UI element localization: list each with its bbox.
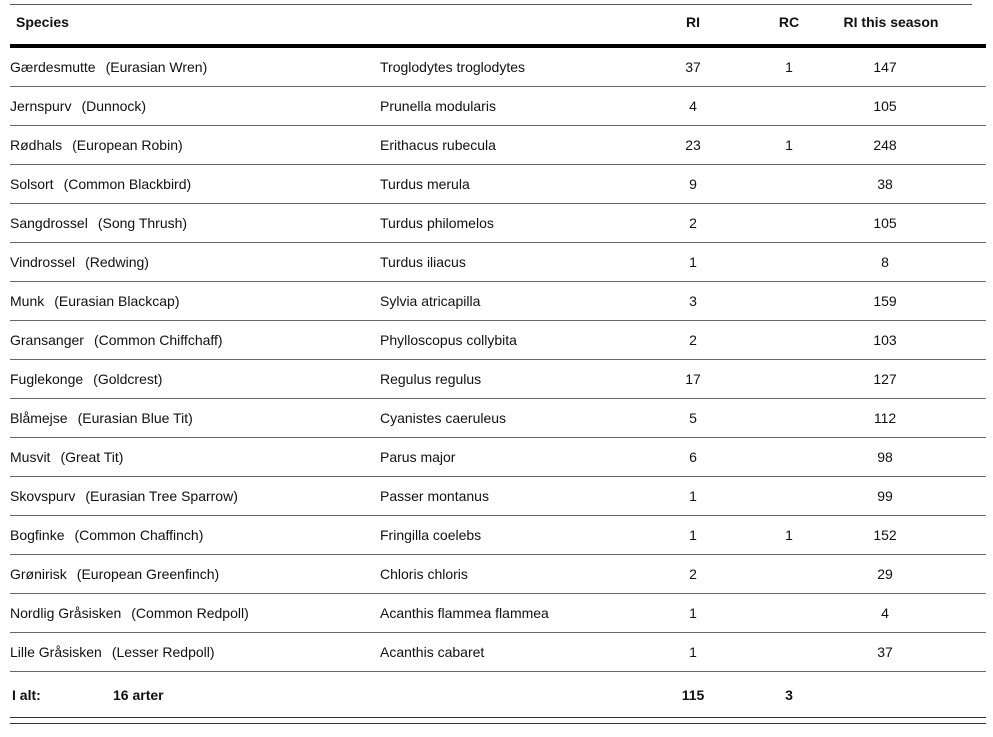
species-latin-name: Acanthis cabaret [380, 644, 485, 660]
ri-value: 4 [689, 98, 697, 114]
bottom-rule-double [10, 723, 986, 724]
species-name [10, 59, 207, 75]
species-name [10, 176, 191, 192]
species-english-name: (Common Blackbird) [63, 176, 192, 192]
table-row [10, 360, 986, 399]
species-latin-name: Regulus regulus [380, 371, 482, 387]
species-name [10, 449, 123, 465]
species-english-name: (Great Tit) [60, 449, 124, 465]
table-row [10, 399, 986, 438]
table-row [10, 477, 986, 516]
ri-value: 9 [689, 176, 697, 192]
species-name [10, 566, 219, 582]
species-english-name: (Common Chiffchaff) [93, 332, 223, 348]
species-latin-name: Sylvia atricapilla [380, 293, 481, 309]
species-english-name: (Eurasian Blackcap) [54, 293, 180, 309]
ri-season-value: 147 [873, 59, 897, 75]
species-english-name: (European Robin) [72, 137, 183, 153]
ri-season-value: 159 [873, 293, 897, 309]
ri-value: 2 [689, 332, 697, 348]
species-name [10, 254, 149, 270]
species-latin-name: Acanthis flammea flammea [380, 605, 549, 621]
table-row [10, 282, 986, 321]
species-english-name: (European Greenfinch) [76, 566, 220, 582]
header-ri-season: RI this season [843, 14, 939, 30]
species-english-name: (Common Redpoll) [131, 605, 249, 621]
table-row [10, 204, 986, 243]
table-row [10, 555, 986, 594]
species-english-name: (Dunnock) [81, 98, 147, 114]
ri-season-value: 105 [873, 98, 897, 114]
top-rule [10, 4, 972, 5]
species-english-name: (Goldcrest) [93, 371, 163, 387]
ri-season-value: 4 [881, 605, 889, 621]
total-row [10, 676, 986, 714]
species-local-name: Fuglekonge [10, 371, 84, 387]
species-name [10, 644, 215, 660]
species-latin-name: Phylloscopus collybita [380, 332, 517, 348]
species-local-name: Bogfinke [10, 527, 65, 543]
species-name [10, 410, 193, 426]
species-name [10, 605, 249, 621]
species-local-name: Gærdesmutte [10, 59, 96, 75]
species-name [10, 293, 180, 309]
species-latin-name: Cyanistes caeruleus [380, 410, 507, 426]
ri-value: 5 [689, 410, 697, 426]
table-row [10, 438, 986, 477]
species-latin-name: Passer montanus [380, 488, 489, 504]
ri-season-value: 8 [881, 254, 889, 270]
species-latin-name: Fringilla coelebs [380, 527, 482, 543]
species-local-name: Rødhals [10, 137, 63, 153]
species-local-name: Vindrossel [10, 254, 76, 270]
ri-value: 1 [689, 527, 697, 543]
species-latin-name: Troglodytes troglodytes [380, 59, 525, 75]
table-row [10, 165, 986, 204]
ri-season-value: 127 [873, 371, 897, 387]
species-local-name: Munk [10, 293, 45, 309]
species-english-name: (Common Chaffinch) [74, 527, 204, 543]
rc-value: 1 [785, 137, 793, 153]
ri-season-value: 99 [877, 488, 893, 504]
table-header [10, 10, 986, 42]
species-english-name: (Eurasian Blue Tit) [77, 410, 193, 426]
ri-value: 2 [689, 215, 697, 231]
rc-value: 1 [785, 59, 793, 75]
species-english-name: (Lesser Redpoll) [111, 644, 215, 660]
species-name [10, 137, 183, 153]
species-local-name: Solsort [10, 176, 54, 192]
rc-value: 1 [785, 527, 793, 543]
table-row [10, 48, 986, 87]
species-latin-name: Chloris chloris [380, 566, 468, 582]
ri-season-value: 29 [877, 566, 893, 582]
header-species: Species [16, 14, 69, 30]
total-ri: 115 [681, 687, 705, 703]
species-local-name: Musvit [10, 449, 51, 465]
table-row [10, 633, 986, 672]
ri-season-value: 152 [873, 527, 897, 543]
species-latin-name: Parus major [380, 449, 456, 465]
table-body [10, 48, 986, 672]
ri-value: 3 [689, 293, 697, 309]
species-latin-name: Turdus philomelos [380, 215, 494, 231]
ri-value: 6 [689, 449, 697, 465]
species-latin-name: Turdus merula [380, 176, 470, 192]
ri-value: 37 [685, 59, 701, 75]
ri-value: 17 [685, 371, 701, 387]
species-local-name: Gransanger [10, 332, 84, 348]
species-name [10, 332, 223, 348]
species-local-name: Nordlig Gråsisken [10, 605, 122, 621]
species-latin-name: Erithacus rubecula [380, 137, 496, 153]
bottom-rule [10, 717, 986, 718]
table-row [10, 321, 986, 360]
ri-season-value: 105 [873, 215, 897, 231]
species-name [10, 98, 146, 114]
table-row [10, 243, 986, 282]
ri-season-value: 103 [873, 332, 897, 348]
species-local-name: Sangdrossel [10, 215, 88, 231]
species-latin-name: Turdus iliacus [380, 254, 466, 270]
species-name [10, 215, 187, 231]
species-english-name: (Eurasian Tree Sparrow) [85, 488, 238, 504]
species-name [10, 371, 162, 387]
total-rc: 3 [785, 687, 793, 703]
ri-value: 1 [689, 605, 697, 621]
species-english-name: (Redwing) [85, 254, 149, 270]
ri-value: 2 [689, 566, 697, 582]
species-english-name: (Eurasian Wren) [105, 59, 208, 75]
ri-season-value: 112 [873, 410, 897, 426]
table-row [10, 594, 986, 633]
ri-value: 1 [689, 254, 697, 270]
table-row [10, 87, 986, 126]
total-label: I alt: [12, 687, 41, 703]
table-row [10, 126, 986, 165]
species-local-name: Blåmejse [10, 410, 68, 426]
species-local-name: Skovspurv [10, 488, 76, 504]
species-local-name: Grønirisk [10, 566, 67, 582]
ri-season-value: 98 [877, 449, 893, 465]
species-name [10, 488, 238, 504]
ri-value: 1 [689, 488, 697, 504]
header-rc: RC [778, 14, 800, 30]
ri-season-value: 37 [877, 644, 893, 660]
species-local-name: Jernspurv [10, 98, 72, 114]
ri-value: 1 [689, 644, 697, 660]
species-english-name: (Song Thrush) [97, 215, 188, 231]
ri-season-value: 38 [877, 176, 893, 192]
header-ri: RI [686, 14, 700, 30]
ri-value: 23 [685, 137, 701, 153]
species-local-name: Lille Gråsisken [10, 644, 102, 660]
species-name [10, 527, 203, 543]
ri-season-value: 248 [873, 137, 897, 153]
species-latin-name: Prunella modularis [380, 98, 496, 114]
total-species-count: 16 arter [113, 687, 164, 703]
table-row [10, 516, 986, 555]
